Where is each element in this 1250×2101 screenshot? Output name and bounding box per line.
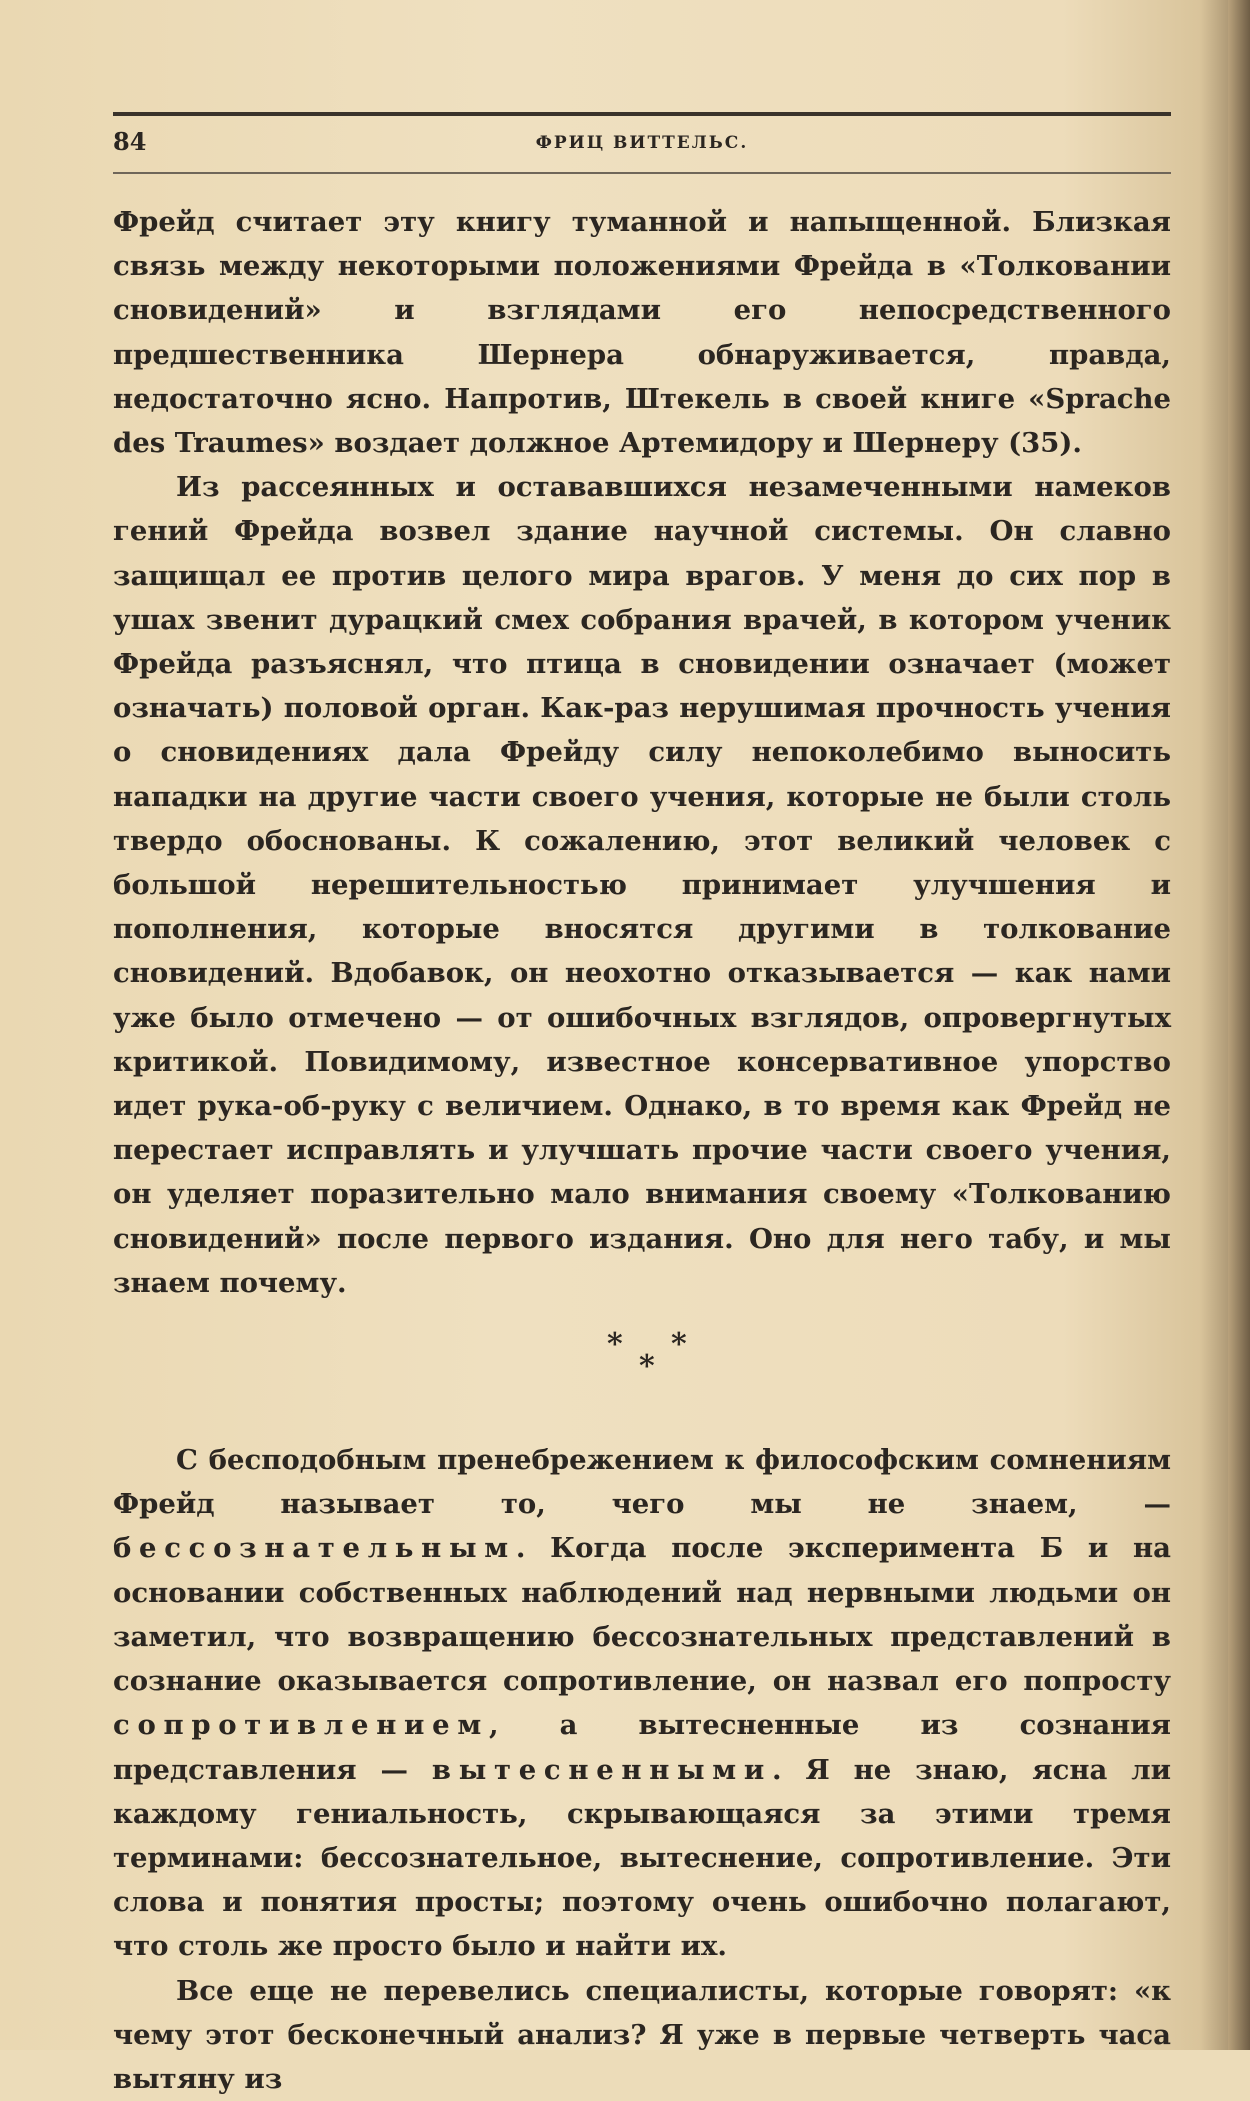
page-number: 84 [113,127,147,156]
paragraph-3-text-a: С бесподобным пренебрежением к философским сомнениям Фрейд называет то, чего мы не знаем, — [113,1444,1171,1521]
paragraph-4: Все еще не перевелись специалисты, которые говорят: «к чему этот бесконечный анализ? Я уже в первые четверть часа вытяну из [113,1974,1171,2095]
paragraph-2: Из рассеянных и остававшихся незамеченными намеков гений Фрейда возвел здание научной системы. Он славно защищал ее против целого мира врагов. У меня до сих пор в ушах звенит дурацкий смех собрания врачей, в котором ученик Фрейда разъяснял, что птица в сновидении означает (может означать) половой орган. Как-раз нерушимая прочность учения о сновидениях дала Фрейду силу непоколебимо выносить нападки на другие части своего учения, которые не были столь твердо обоснованы. К сожалению, этот великий человек с большой нерешительностью принимает улучшения и пополнения, которые вносятся другими в толкование сновидений. Вдобавок, он неохотно отказывается — как нами уже было отмечено — от ошибочных взглядов, опровергнутых критикой. Повидимому, известное консервативное упорство идет рука-об-руку с величием. Однако, в то время как Фрейд не перестает исправлять и улучшать прочие части своего учения, он уделяет поразительно мало внимания своему «Толкованию сновидений» после первого издания. Оно для него табу, и мы знаем почему. [113,471,1171,1299]
paragraph-3 [113,1438,1171,1968]
paragraph-3-text-e: , а вытесненные из сознания представления — [113,1709,1171,1786]
paragraph-3-text-g: . Я не знаю, ясна ли каждому гениальность, скрывающаяся за этими тремя терминами: бессознательное, вытеснение, сопротивление. Эти слова и понятия просты; поэтому очень ошибочно полагают, что столь же просто было и найти их. [113,1753,1171,1963]
paragraph-3-text-c: . Когда после эксперимента Б и на основании собственных наблюдений над нервными людьми он заметил, что возвращению бессознательных представлений в сознание оказывается сопротивление, он назвал его попросту [113,1532,1171,1698]
page-body [113,200,1171,2101]
page-header [113,112,1171,174]
asterism-star-right: * [671,1327,687,1363]
section-break-asterism [113,1305,1171,1438]
running-title: ФРИЦ ВИТТЕЛЬС. [535,133,749,153]
paragraph-1: Фрейд считает эту книгу туманной и напыщенной. Близкая связь между некоторыми положениями Фрейда в «Толковании сновидений» и взглядами его непосредственного предшественника Шернера обнаруживается, правда, недостаточно ясно. Напротив, Штекель в своей книге «Sprache des Traumes» воздает должное Артемидору и Шернеру (35). [113,206,1171,460]
term-resistance-spaced: сопротивлением [113,1709,489,1742]
asterism-star-left: * [607,1327,623,1363]
term-unconscious-spaced: бессознательным [113,1532,516,1565]
book-spine-edge [1228,0,1250,2050]
term-repressed-spaced: вытесненными [431,1753,772,1786]
asterism-star-bottom: * [639,1349,655,1385]
